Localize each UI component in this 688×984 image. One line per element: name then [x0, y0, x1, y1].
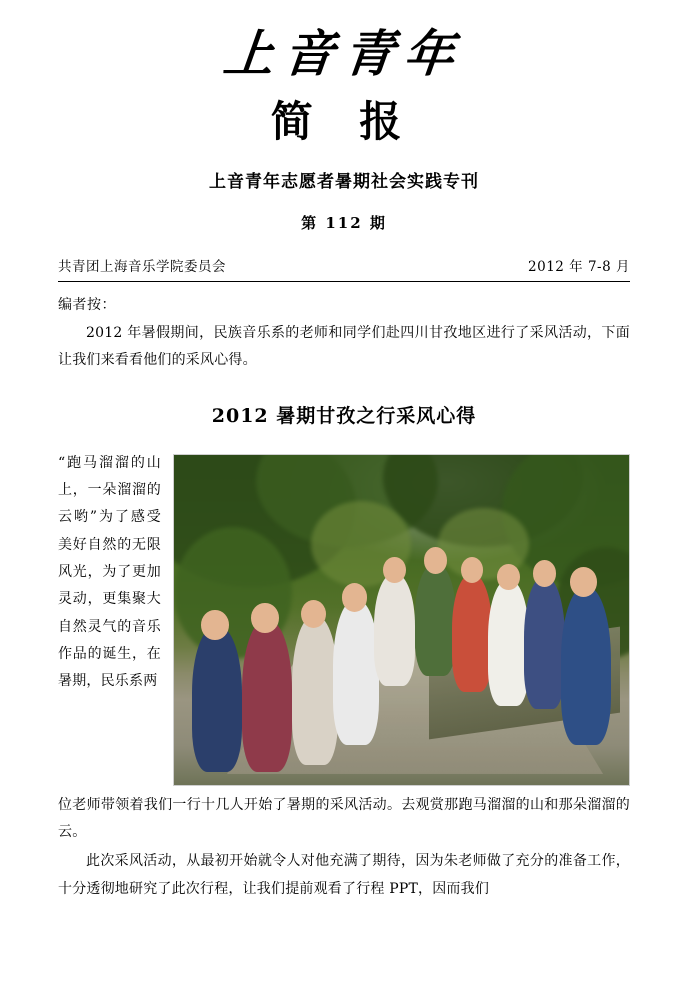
article-paragraph-2: 此次采风活动，从最初开始就令人对他充满了期待，因为朱老师做了充分的准备工作，十分透彻地研究了此次行程，让我们提前观看了行程 PPT，因而我们	[58, 853, 630, 897]
article-column-text: “跑马溜溜的山上，一朵溜溜的云哟”为了感受美好自然的无限风光，为了更加灵动，更集聚大自然灵气的音乐作品的诞生，在暑期，民乐系两	[58, 454, 161, 690]
person-head	[424, 547, 447, 573]
person-figure	[524, 577, 565, 709]
person-head	[251, 603, 278, 633]
issue-number: 第 112 期	[301, 214, 387, 233]
publisher-row	[58, 255, 630, 281]
person-figure	[415, 564, 456, 676]
article-paragraph-after-photo: 位老师带领着我们一行十几人开始了暑期的采风活动。去观赏那跑马溜溜的山和那朵溜溜的云。	[58, 796, 630, 841]
publisher-organization: 共青团上海音乐学院委员会	[58, 259, 226, 276]
editor-note-paragraph: 2012 年暑假期间，民族音乐系的老师和同学们赴四川甘孜地区进行了采风活动，下面让我们来看看他们的采风心得。	[58, 325, 630, 369]
person-figure	[561, 587, 611, 745]
person-figure	[452, 574, 493, 693]
person-head	[342, 583, 367, 611]
article-body-with-figure	[58, 450, 630, 792]
person-figure	[333, 600, 379, 745]
person-figure	[488, 580, 529, 705]
special-issue-line: 上音青年志愿者暑期社会实践专刊	[209, 172, 479, 193]
person-figure	[292, 616, 338, 765]
group-photo	[173, 454, 630, 786]
person-head	[570, 567, 597, 597]
person-head	[533, 560, 556, 586]
person-head	[497, 564, 520, 590]
person-figure	[374, 574, 415, 686]
publication-date: 2012 年 7-8 月	[528, 259, 630, 276]
person-figure	[192, 626, 242, 771]
editor-note-label: 编者按：	[58, 297, 116, 314]
person-figure	[242, 620, 292, 772]
header-divider	[58, 281, 630, 282]
masthead-title: 上音青年	[220, 24, 468, 83]
person-head	[201, 610, 228, 640]
masthead	[58, 0, 630, 233]
masthead-subtitle: 简 报	[270, 97, 418, 146]
article-title: 2012 暑期甘孜之行采风心得	[211, 404, 477, 427]
